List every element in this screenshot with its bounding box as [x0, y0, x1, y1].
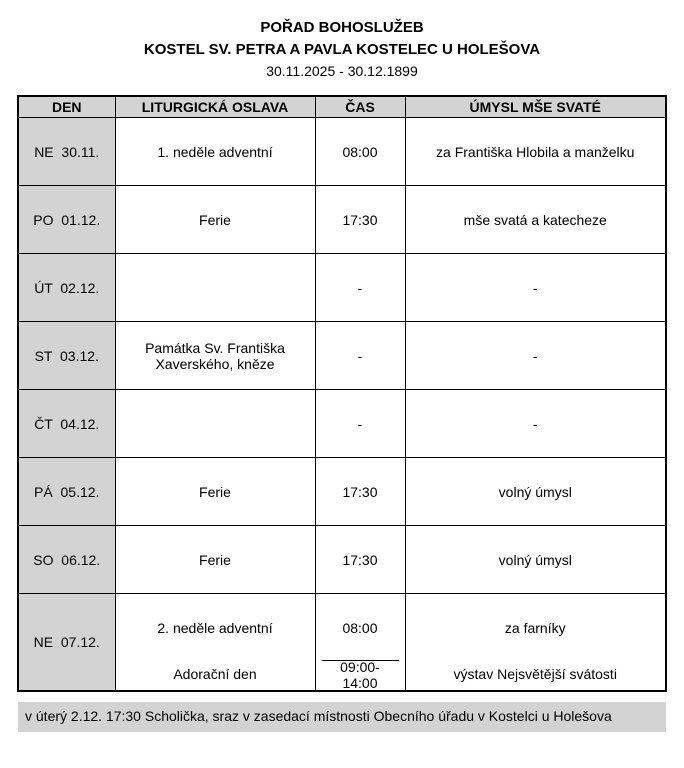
- column-header-liturgicka-oslava: LITURGICKÁ OSLAVA: [115, 96, 315, 118]
- cell-umysl: -: [405, 322, 666, 390]
- cell-den: SO 06.12.: [18, 526, 115, 594]
- date-range: 30.11.2025 - 30.12.1899: [266, 62, 418, 79]
- cell-liturgicka-oslava: Ferie: [115, 526, 315, 594]
- oslava-line-1: 2. neděle adventní: [157, 620, 273, 636]
- umysl-line-2: výstav Nejsvětější svátosti: [453, 666, 617, 682]
- cell-liturgicka-oslava: [115, 594, 315, 692]
- cell-liturgicka-oslava: Památka Sv. Františka Xaverského, kněze: [115, 322, 315, 390]
- cas-line-1: 08:00: [342, 620, 378, 636]
- cell-umysl: [405, 594, 666, 692]
- cell-umysl: volný úmysl: [405, 526, 666, 594]
- table-row: [18, 458, 666, 526]
- cell-den: PO 01.12.: [18, 186, 115, 254]
- column-header-umysl: ÚMYSL MŠE SVATÉ: [405, 96, 666, 118]
- table-row: [18, 594, 666, 692]
- cell-cas: -: [315, 390, 405, 458]
- cell-liturgicka-oslava: 1. neděle adventní: [115, 118, 315, 186]
- table-row: [18, 118, 666, 186]
- cell-liturgicka-oslava: Ferie: [115, 458, 315, 526]
- cell-den: NE 30.11.: [18, 118, 115, 186]
- cell-liturgicka-oslava: Ferie: [115, 186, 315, 254]
- table-row: [18, 254, 666, 322]
- table-row: [18, 322, 666, 390]
- cell-umysl: za Františka Hlobila a manželku: [405, 118, 666, 186]
- cell-umysl: volný úmysl: [405, 458, 666, 526]
- cell-den: PÁ 05.12.: [18, 458, 115, 526]
- cell-cas: 17:30: [315, 458, 405, 526]
- cell-den: ČT 04.12.: [18, 390, 115, 458]
- cell-den: ÚT 02.12.: [18, 254, 115, 322]
- cell-den: NE 07.12.: [18, 594, 115, 692]
- cell-umysl: -: [405, 254, 666, 322]
- umysl-line-1: za farníky: [504, 620, 566, 636]
- document-header: [0, 0, 684, 82]
- cell-umysl: -: [405, 390, 666, 458]
- cell-umysl: mše svatá a katecheze: [405, 186, 666, 254]
- table-row: [18, 186, 666, 254]
- cell-liturgicka-oslava: [115, 390, 315, 458]
- cell-cas: 17:30: [315, 526, 405, 594]
- oslava-line-2: Adorační den: [173, 666, 257, 682]
- footer-note: v úterý 2.12. 17:30 Scholička, sraz v zasedací místnosti Obecního úřadu v Kostelci u Holešova: [18, 702, 666, 732]
- page-subtitle: KOSTEL SV. PETRA A PAVLA KOSTELEC U HOLEŠOVA: [143, 40, 541, 58]
- cell-cas: 08:00: [315, 118, 405, 186]
- cell-cas: 17:30: [315, 186, 405, 254]
- table-header-row: [18, 96, 666, 118]
- cell-cas: -: [315, 322, 405, 390]
- cell-liturgicka-oslava: [115, 254, 315, 322]
- table-row: [18, 390, 666, 458]
- cell-den: ST 03.12.: [18, 322, 115, 390]
- column-header-den: DEN: [18, 96, 115, 118]
- cell-cas: -: [315, 254, 405, 322]
- cell-cas: [315, 594, 405, 692]
- column-header-cas: ČAS: [315, 96, 405, 118]
- page-title: POŘAD BOHOSLUŽEB: [260, 19, 424, 36]
- table-row: [18, 526, 666, 594]
- schedule-table: [17, 95, 667, 693]
- cas-line-2: 09:00-14:00: [322, 660, 399, 688]
